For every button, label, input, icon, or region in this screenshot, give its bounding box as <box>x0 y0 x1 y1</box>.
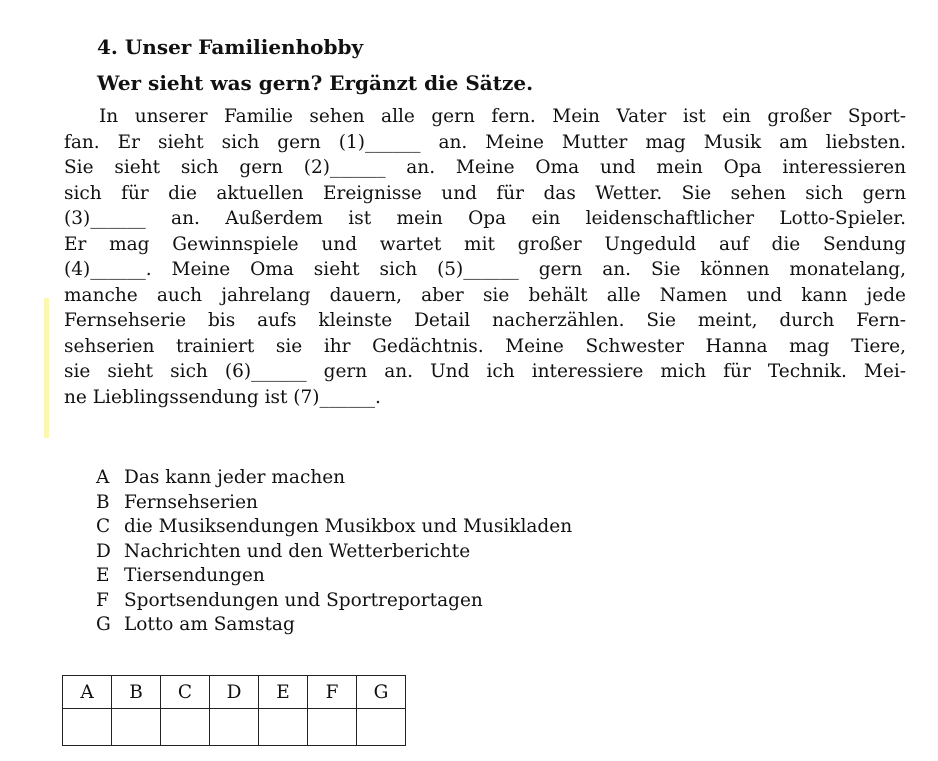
option-text: Tiersendungen <box>124 565 265 586</box>
answer-cell[interactable] <box>210 709 259 746</box>
option-text: Sportsendungen und Sportreportagen <box>124 589 483 611</box>
text-line: fan. Er sieht sich gern (1)______ an. Meine Mutter mag Musik am liebsten. <box>64 131 906 153</box>
option-item <box>96 613 572 638</box>
option-letter: B <box>96 491 110 513</box>
answer-header-cell: G <box>357 676 406 709</box>
answer-table <box>62 675 406 746</box>
option-text: die Musiksendungen Musikbox und Musikladen <box>124 516 573 537</box>
answer-cell[interactable] <box>63 709 112 746</box>
option-item <box>96 564 572 589</box>
exercise-instruction: Wer sieht was gern? Ergänzt die Sätze. <box>97 71 534 95</box>
answer-cell[interactable] <box>161 709 210 746</box>
text-line: ne Lieblingssendung ist (7)______. <box>64 386 381 408</box>
option-item <box>96 466 572 491</box>
exercise-title: 4. Unser Familienhobby <box>97 35 364 59</box>
text-line: Sie sieht sich gern (2)______ an. Meine Oma und mein Opa interessieren <box>64 157 906 178</box>
text-line: Er mag Gewinnspiele und wartet mit großer Ungeduld auf die Sendung <box>64 233 906 255</box>
text-line: (3)______ an. Außerdem ist mein Opa ein leidenschaftlicher Lotto-Spieler. <box>64 208 906 229</box>
option-letter: A <box>96 467 110 488</box>
option-letter: D <box>96 540 111 562</box>
answer-header-cell: F <box>308 676 357 709</box>
text-line: sehserien trainiert sie ihr Gedächtnis. Meine Schwester Hanna mag Tiere, <box>64 335 906 357</box>
answer-header-cell: A <box>63 676 112 709</box>
option-letter: G <box>96 614 111 635</box>
highlight-marker <box>44 298 49 438</box>
text-line: In unserer Familie sehen alle gern fern. Mein Vater ist ein großer Sport- <box>99 106 906 127</box>
option-item <box>96 515 572 540</box>
gap-fill-text <box>64 104 906 410</box>
text-line: (4)______. Meine Oma sieht sich (5)______ gern an. Sie können monatelang, <box>64 259 906 280</box>
option-item <box>96 589 572 614</box>
option-item <box>96 491 572 516</box>
answer-options <box>96 466 572 638</box>
option-text: Fernsehserien <box>124 491 258 513</box>
text-line: manche auch jahrelang dauern, aber sie behält alle Namen und kann jede <box>64 284 906 306</box>
answer-cell[interactable] <box>112 709 161 746</box>
text-line: sie sieht sich (6)______ gern an. Und ich interessiere mich für Technik. Mei- <box>64 361 906 382</box>
answer-cell[interactable] <box>259 709 308 746</box>
answer-header-cell: D <box>210 676 259 709</box>
answer-header-cell: C <box>161 676 210 709</box>
answer-table-input-row <box>63 709 406 746</box>
answer-cell[interactable] <box>308 709 357 746</box>
option-item <box>96 540 572 565</box>
option-letter: E <box>96 565 110 586</box>
answer-cell[interactable] <box>357 709 406 746</box>
option-text: Lotto am Samstag <box>124 614 295 635</box>
answer-header-cell: E <box>259 676 308 709</box>
option-letter: F <box>96 589 109 611</box>
option-text: Das kann jeder machen <box>124 467 346 488</box>
option-text: Nachrichten und den Wetterberichte <box>124 540 471 562</box>
text-line: Fernsehserie bis aufs kleinste Detail nacherzählen. Sie meint, durch Fern- <box>64 310 906 331</box>
answer-table-header-row <box>63 676 406 709</box>
answer-header-cell: B <box>112 676 161 709</box>
text-line: sich für die aktuellen Ereignisse und für das Wetter. Sie sehen sich gern <box>64 182 906 204</box>
option-letter: C <box>96 516 111 537</box>
